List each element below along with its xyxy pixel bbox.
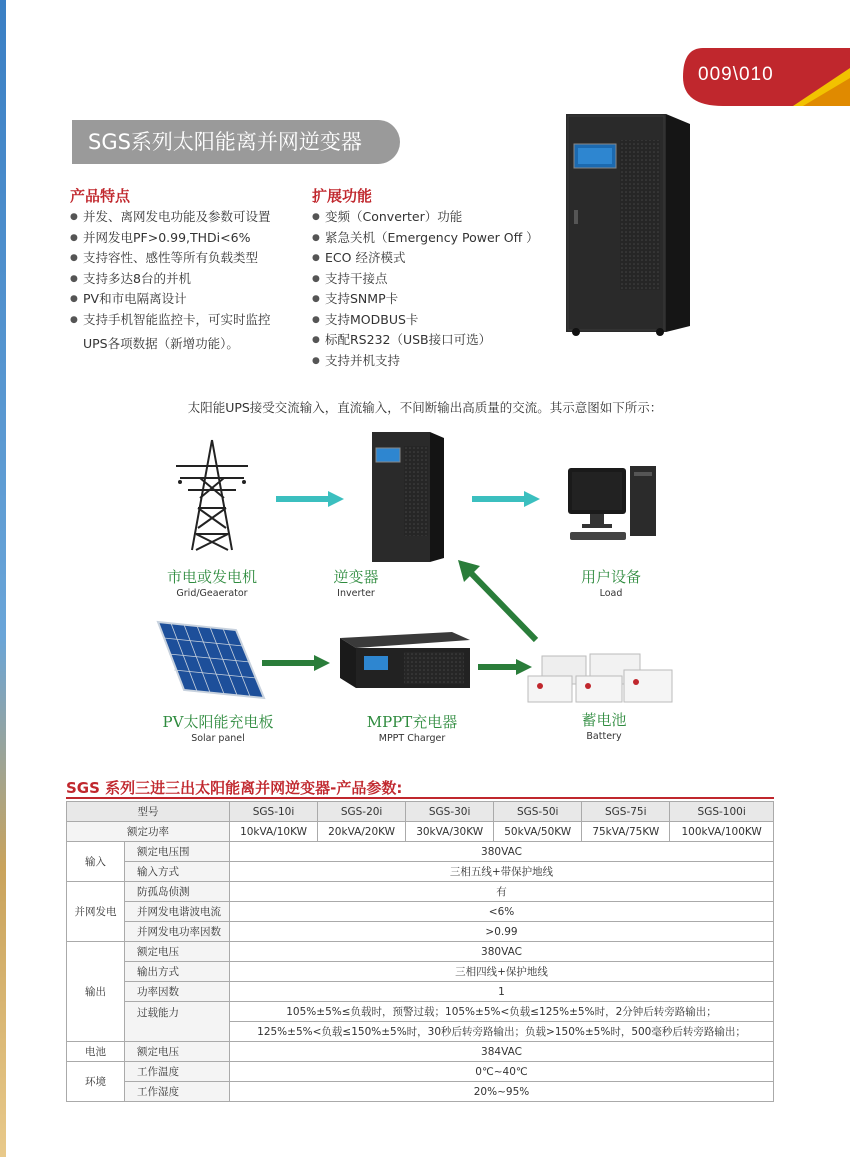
extensions-list: [312, 207, 552, 371]
row-label: 防孤岛侦测: [125, 882, 230, 902]
list-item: ● 支持容性、感性等所有负载类型: [70, 248, 300, 269]
model-cell: SGS-30i: [406, 802, 494, 822]
row-label: 功率因数: [125, 982, 230, 1002]
solar-panel-image: [150, 620, 270, 702]
mppt-charger-image: [334, 628, 474, 692]
inverter-caption-cn: 逆变器: [333, 568, 379, 586]
inverter-caption-en: Inverter: [337, 588, 375, 599]
list-item: ● 支持干接点: [312, 269, 552, 290]
row-value: 三相四线+保护地线: [230, 962, 774, 982]
row-label: 输出方式: [125, 962, 230, 982]
ups-cabinet-image: [560, 110, 700, 340]
page-title: SGS系列太阳能离并网逆变器: [72, 120, 400, 164]
solar-caption-cn: PV太阳能充电板: [162, 713, 274, 731]
table-row: [67, 1002, 774, 1022]
load-caption: [531, 566, 691, 599]
load-caption-cn: 用户设备: [580, 568, 641, 586]
solar-caption-en: Solar panel: [191, 733, 245, 744]
table-row: [67, 862, 774, 882]
row-label: 额定电压围: [125, 842, 230, 862]
battery-caption: [524, 709, 684, 742]
list-item: ● 支持多达8台的并机: [70, 269, 300, 290]
spec-table-rule: [66, 797, 774, 799]
solar-caption: [138, 711, 298, 744]
row-label: 输入方式: [125, 862, 230, 882]
table-row: [67, 842, 774, 862]
power-cell: 20kVA/20KW: [318, 822, 406, 842]
table-row: [67, 942, 774, 962]
list-item: ● ECO 经济模式: [312, 248, 552, 269]
group-input: 输入: [67, 842, 125, 882]
table-row: [67, 882, 774, 902]
arrow-solar-to-mppt: [262, 655, 332, 671]
list-item: ● 支持SNMP卡: [312, 289, 552, 310]
group-grid: 并网发电: [67, 882, 125, 942]
model-cell: SGS-50i: [494, 802, 582, 822]
power-cell: 100kVA/100KW: [670, 822, 774, 842]
list-item: ● 标配RS232（USB接口可选）: [312, 330, 552, 351]
battery-caption-en: Battery: [586, 731, 622, 742]
table-row: [67, 982, 774, 1002]
group-output: 输出: [67, 942, 125, 1042]
list-item: ● 并网发电PF>0.99,THDi<6%: [70, 228, 300, 249]
table-row: [67, 922, 774, 942]
list-item: ● PV和市电隔离设计: [70, 289, 300, 310]
table-row: [67, 1062, 774, 1082]
inverter-cabinet-image: [368, 430, 448, 565]
list-item: ● 紧急关机（Emergency Power Off ）: [312, 228, 552, 249]
row-value: <6%: [230, 902, 774, 922]
group-env: 环境: [67, 1062, 125, 1102]
list-item: ● 并发、离网发电功能及参数可设置: [70, 207, 300, 228]
power-cell: 50kVA/50KW: [494, 822, 582, 842]
intro-text: 太阳能UPS接受交流输入，直流输入，不间断输出高质量的交流。其示意图如下所示：: [187, 400, 663, 415]
power-cell: 10kVA/10KW: [230, 822, 318, 842]
features-list-continuation: UPS各项数据（新增功能）。: [83, 336, 239, 351]
row-value: 380VAC: [230, 842, 774, 862]
table-row: [67, 902, 774, 922]
row-value: 105%±5%≤负载时，预警过载；105%±5%<负载≤125%±5%时，2分钟后转旁路输出；: [230, 1002, 774, 1022]
mppt-caption-cn: MPPT充电器: [366, 713, 458, 731]
table-row: [67, 802, 774, 822]
row-value: 三相五线+带保护地线: [230, 862, 774, 882]
power-tower-icon: [172, 438, 252, 558]
group-battery: 电池: [67, 1042, 125, 1062]
model-cell: SGS-20i: [318, 802, 406, 822]
row-value: 有: [230, 882, 774, 902]
inverter-caption: [276, 566, 436, 599]
spec-table-title: SGS 系列三进三出太阳能离并网逆变器-产品参数:: [66, 779, 403, 797]
grid-caption: [132, 566, 292, 599]
row-label: 并网发电谐波电流: [125, 902, 230, 922]
row-label: 额定电压: [125, 942, 230, 962]
grid-caption-en: Grid/Geaerator: [176, 588, 248, 599]
power-cell: 75kVA/75KW: [582, 822, 670, 842]
row-value: 125%±5%<负载≤150%±5%时，30秒后转旁路输出；负载>150%±5%时，500毫秒后转旁路输出；: [230, 1022, 774, 1042]
arrow-grid-to-inverter: [276, 491, 346, 507]
load-caption-en: Load: [599, 588, 623, 599]
row-label: 工作湿度: [125, 1082, 230, 1102]
row-label: 额定电压: [125, 1042, 230, 1062]
row-label: 过载能力: [125, 1002, 230, 1042]
mppt-caption-en: MPPT Charger: [378, 733, 446, 744]
power-label: 额定功率: [67, 822, 230, 842]
grid-caption-cn: 市电或发电机: [166, 568, 257, 586]
page-number: 009\010: [698, 64, 774, 85]
extensions-heading: 扩展功能: [312, 187, 373, 205]
arrow-inverter-to-load: [472, 491, 542, 507]
features-list: [70, 207, 300, 330]
table-row: [67, 822, 774, 842]
features-heading: 产品特点: [70, 187, 131, 205]
list-item: ● 支持手机智能监控卡，可实时监控: [70, 310, 300, 331]
model-cell: SGS-100i: [670, 802, 774, 822]
row-value: 1: [230, 982, 774, 1002]
row-value: 380VAC: [230, 942, 774, 962]
row-value: >0.99: [230, 922, 774, 942]
list-item: ● 变频（Converter）功能: [312, 207, 552, 228]
row-label: 并网发电功率因数: [125, 922, 230, 942]
model-label: 型号: [67, 802, 230, 822]
mppt-caption: [332, 711, 492, 744]
table-row: [67, 1082, 774, 1102]
power-cell: 30kVA/30KW: [406, 822, 494, 842]
row-label: 工作温度: [125, 1062, 230, 1082]
model-cell: SGS-10i: [230, 802, 318, 822]
row-value: 384VAC: [230, 1042, 774, 1062]
row-value: 20%~95%: [230, 1082, 774, 1102]
table-row: [67, 1042, 774, 1062]
computer-load-icon: [566, 464, 662, 544]
left-edge-strip: [0, 0, 6, 1157]
battery-image: [526, 650, 676, 706]
model-cell: SGS-75i: [582, 802, 670, 822]
table-row: [67, 962, 774, 982]
list-item: ● 支持MODBUS卡: [312, 310, 552, 331]
battery-caption-cn: 蓄电池: [581, 711, 627, 729]
list-item: ● 支持并机支持: [312, 351, 552, 372]
spec-table: [66, 801, 774, 1102]
row-value: 0℃~40℃: [230, 1062, 774, 1082]
